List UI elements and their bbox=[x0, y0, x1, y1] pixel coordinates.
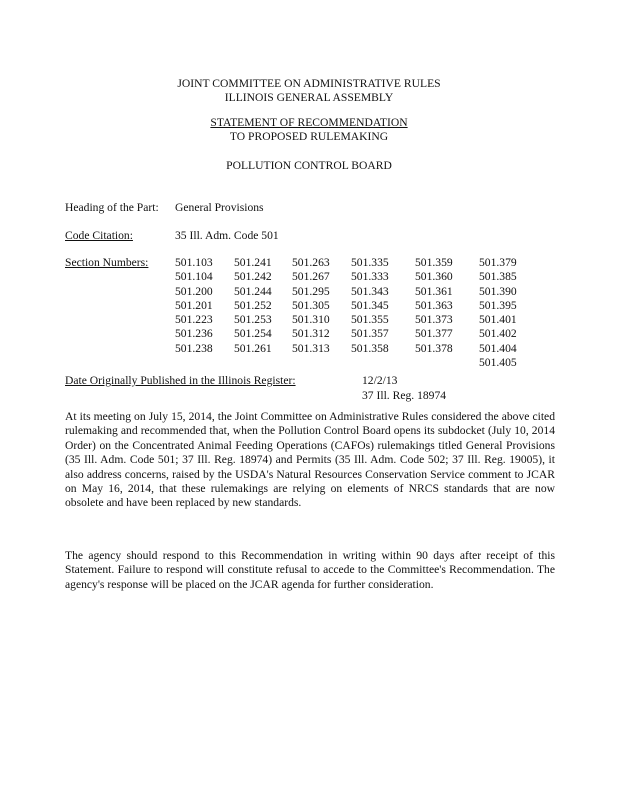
section-number: 501.242 bbox=[234, 270, 272, 284]
section-number: 501.261 bbox=[234, 341, 272, 355]
section-number: 501.267 bbox=[292, 270, 330, 284]
section-column bbox=[175, 256, 213, 356]
section-number: 501.360 bbox=[415, 270, 453, 284]
section-number: 501.263 bbox=[292, 256, 330, 269]
section-number: 501.104 bbox=[175, 270, 213, 284]
section-number: 501.310 bbox=[292, 313, 330, 327]
section-number: 501.377 bbox=[415, 327, 453, 341]
statement-title: STATEMENT OF RECOMMENDATION bbox=[210, 116, 408, 129]
section-column bbox=[234, 256, 272, 356]
section-number: 501.343 bbox=[351, 284, 389, 298]
agency-name: POLLUTION CONTROL BOARD bbox=[226, 159, 392, 172]
heading-label: Heading of the Part: bbox=[65, 201, 159, 214]
section-number: 501.373 bbox=[415, 313, 453, 327]
recommendation-paragraph: At its meeting on July 15, 2014, the Joint Committee on Administrative Rules considered the above cited rulemaking and recommended that, when the Pollution Control Board opens its subdocket (July 10, 2014 Order) on the Concentrated Animal Feeding Operations (CAFOs) rulemakings titled General Provisions (35 Ill. Adm. Code 501; 37 Ill. Reg. 18974) and Permits (35 Ill. Adm. Code 502; 37 Ill. Reg. 19005), it also address concerns, raised by the USDA's Natural Resources Conservation Service comment to JCAR on May 16, 2014, that these rulemakings are relying on elements of NRCS standards that are now obsolete and have been replaced by new standards. bbox=[65, 410, 555, 510]
section-number: 501.401 bbox=[479, 313, 517, 327]
section-number: 501.390 bbox=[479, 284, 517, 298]
section-number: 501.385 bbox=[479, 270, 517, 284]
section-number: 501.312 bbox=[292, 327, 330, 341]
committee-title: JOINT COMMITTEE ON ADMINISTRATIVE RULES bbox=[177, 77, 441, 90]
section-number: 501.305 bbox=[292, 298, 330, 312]
section-number: 501.355 bbox=[351, 313, 389, 327]
section-column bbox=[479, 256, 517, 370]
section-number: 501.244 bbox=[234, 284, 272, 298]
section-number: 501.241 bbox=[234, 256, 272, 269]
section-number: 501.236 bbox=[175, 327, 213, 341]
section-number: 501.379 bbox=[479, 256, 517, 269]
section-number: 501.358 bbox=[351, 341, 389, 355]
heading-value: General Provisions bbox=[175, 201, 264, 214]
code-citation-value: 35 Ill. Adm. Code 501 bbox=[175, 229, 279, 242]
section-number: 501.103 bbox=[175, 256, 213, 269]
section-number: 501.345 bbox=[351, 298, 389, 312]
section-number: 501.405 bbox=[479, 356, 517, 370]
section-number: 501.254 bbox=[234, 327, 272, 341]
section-number: 501.357 bbox=[351, 327, 389, 341]
assembly-title: ILLINOIS GENERAL ASSEMBLY bbox=[224, 91, 394, 104]
section-column bbox=[415, 256, 453, 356]
section-number: 501.395 bbox=[479, 298, 517, 312]
statement-subtitle: TO PROPOSED RULEMAKING bbox=[229, 130, 389, 143]
response-paragraph: The agency should respond to this Recommendation in writing within 90 days after receipt of this Statement. Failure to respond will constitute refusal to accede to the Committee's Recommendation. The agency's response will be placed on the JCAR agenda for further consideration. bbox=[65, 549, 555, 591]
section-number: 501.252 bbox=[234, 298, 272, 312]
section-number: 501.333 bbox=[351, 270, 389, 284]
section-number: 501.238 bbox=[175, 341, 213, 355]
section-number: 501.201 bbox=[175, 298, 213, 312]
section-number: 501.200 bbox=[175, 284, 213, 298]
section-number: 501.253 bbox=[234, 313, 272, 327]
section-number: 501.359 bbox=[415, 256, 453, 269]
date-published-value: 12/2/13 bbox=[362, 374, 398, 387]
register-citation: 37 Ill. Reg. 18974 bbox=[362, 389, 447, 402]
section-number: 501.402 bbox=[479, 327, 517, 341]
section-number: 501.335 bbox=[351, 256, 389, 269]
code-citation-label: Code Citation: bbox=[65, 229, 133, 242]
section-number: 501.295 bbox=[292, 284, 330, 298]
section-column bbox=[351, 256, 389, 356]
section-numbers-label: Section Numbers: bbox=[65, 256, 149, 269]
section-number: 501.363 bbox=[415, 298, 453, 312]
section-number: 501.223 bbox=[175, 313, 213, 327]
section-column bbox=[292, 256, 330, 356]
section-number: 501.313 bbox=[292, 341, 330, 355]
section-number: 501.378 bbox=[415, 341, 453, 355]
date-published-label: Date Originally Published in the Illinois Register: bbox=[65, 374, 296, 387]
section-number: 501.404 bbox=[479, 341, 517, 355]
section-number: 501.361 bbox=[415, 284, 453, 298]
